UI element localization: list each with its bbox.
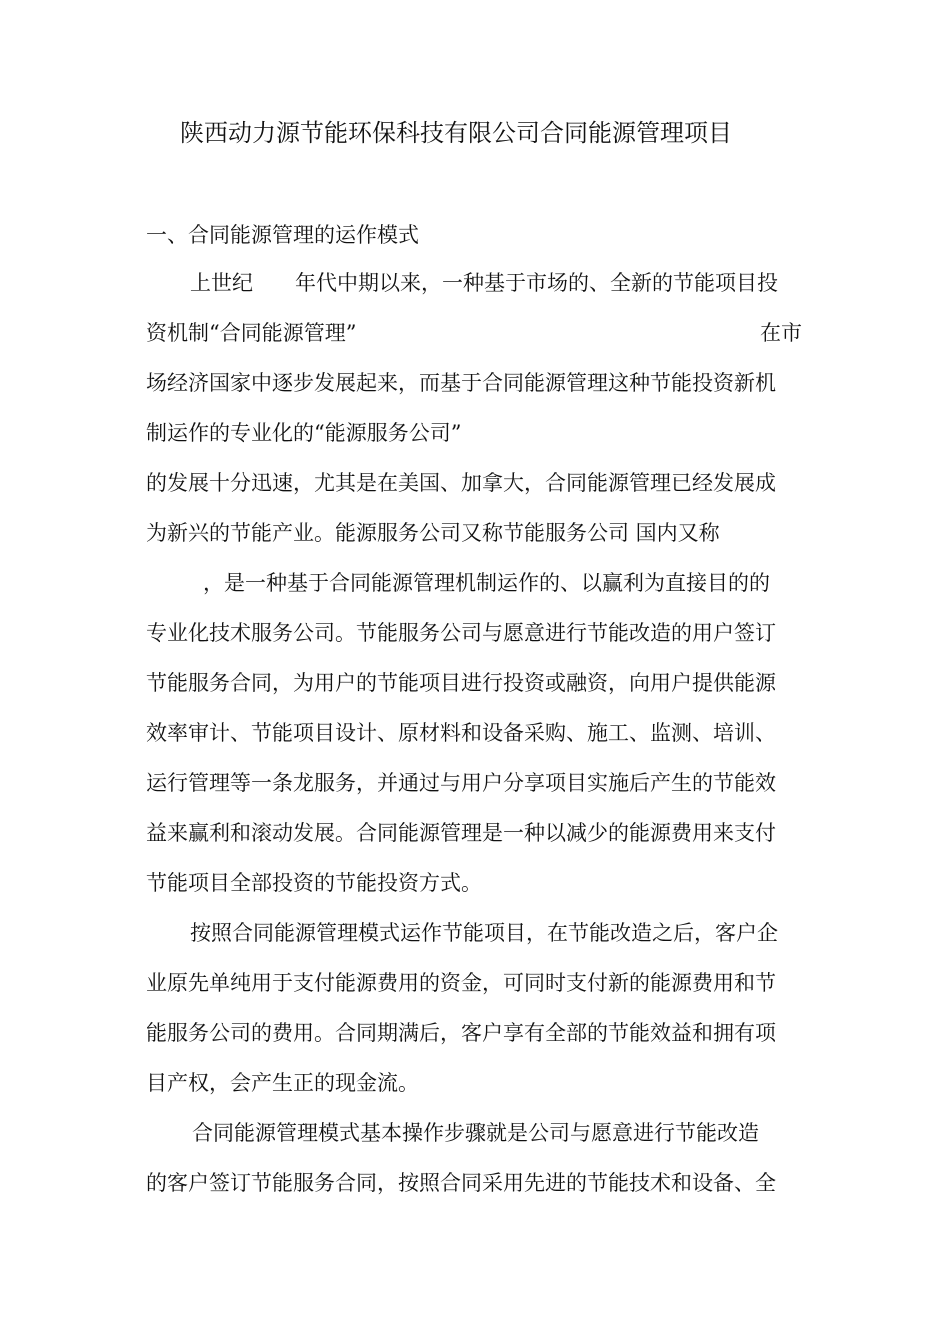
- paragraph-2-line-3: 能服务公司的费用。合同期满后，客户享有全部的节能效益和拥有项: [146, 1021, 776, 1045]
- paragraph-2-line-4: 目产权，会产生正的现金流。: [146, 1071, 419, 1095]
- section-heading: 一、合同能源管理的运作模式: [146, 223, 419, 247]
- paragraph-1-line-3: 场经济国家中逐步发展起来，而基于合同能源管理这种节能投资新机: [146, 371, 776, 395]
- paragraph-1-line-7: ，是一种基于合同能源管理机制运作的、以赢利为直接目的的: [203, 571, 770, 595]
- paragraph-1-line-6: 为新兴的节能产业。能源服务公司又称节能服务公司 国内又称: [146, 521, 720, 545]
- paragraph-3-line-1: 合同能源管理模式基本操作步骤就是公司与愿意进行节能改造: [192, 1121, 759, 1145]
- paragraph-1-line-8: 专业化技术服务公司。节能服务公司与愿意进行节能改造的用户签订: [146, 621, 776, 645]
- paragraph-1-line-11: 运行管理等一条龙服务，并通过与用户分享项目实施后产生的节能效: [146, 771, 776, 795]
- paragraph-1-line-5: 的发展十分迅速，尤其是在美国、加拿大，合同能源管理已经发展成: [146, 471, 776, 495]
- paragraph-3-line-2: 的客户签订节能服务合同，按照合同采用先进的节能技术和设备、全: [146, 1171, 776, 1195]
- paragraph-1-line-2-left: 资机制“合同能源管理”: [146, 321, 357, 345]
- paragraph-1-line-13: 节能项目全部投资的节能投资方式。: [146, 871, 482, 895]
- paragraph-1-line-2-right: 在市: [760, 321, 802, 345]
- paragraph-2-line-1: 按照合同能源管理模式运作节能项目，在节能改造之后，客户企: [190, 921, 778, 945]
- paragraph-1-line-9: 节能服务合同，为用户的节能项目进行投资或融资，向用户提供能源: [146, 671, 776, 695]
- paragraph-1-line-1: 上世纪 年代中期以来，一种基于市场的、全新的节能项目投: [190, 271, 778, 295]
- paragraph-2-line-2: 业原先单纯用于支付能源费用的资金，可同时支付新的能源费用和节: [146, 971, 776, 995]
- paragraph-1-line-12: 益来赢利和滚动发展。合同能源管理是一种以减少的能源费用来支付: [146, 821, 776, 845]
- document-title: 陕西动力源节能环保科技有限公司合同能源管理项目: [180, 119, 732, 147]
- paragraph-1-line-10: 效率审计、节能项目设计、原材料和设备采购、施工、监测、培训、: [146, 721, 776, 745]
- paragraph-1-line-4: 制运作的专业化的“能源服务公司”: [146, 421, 462, 445]
